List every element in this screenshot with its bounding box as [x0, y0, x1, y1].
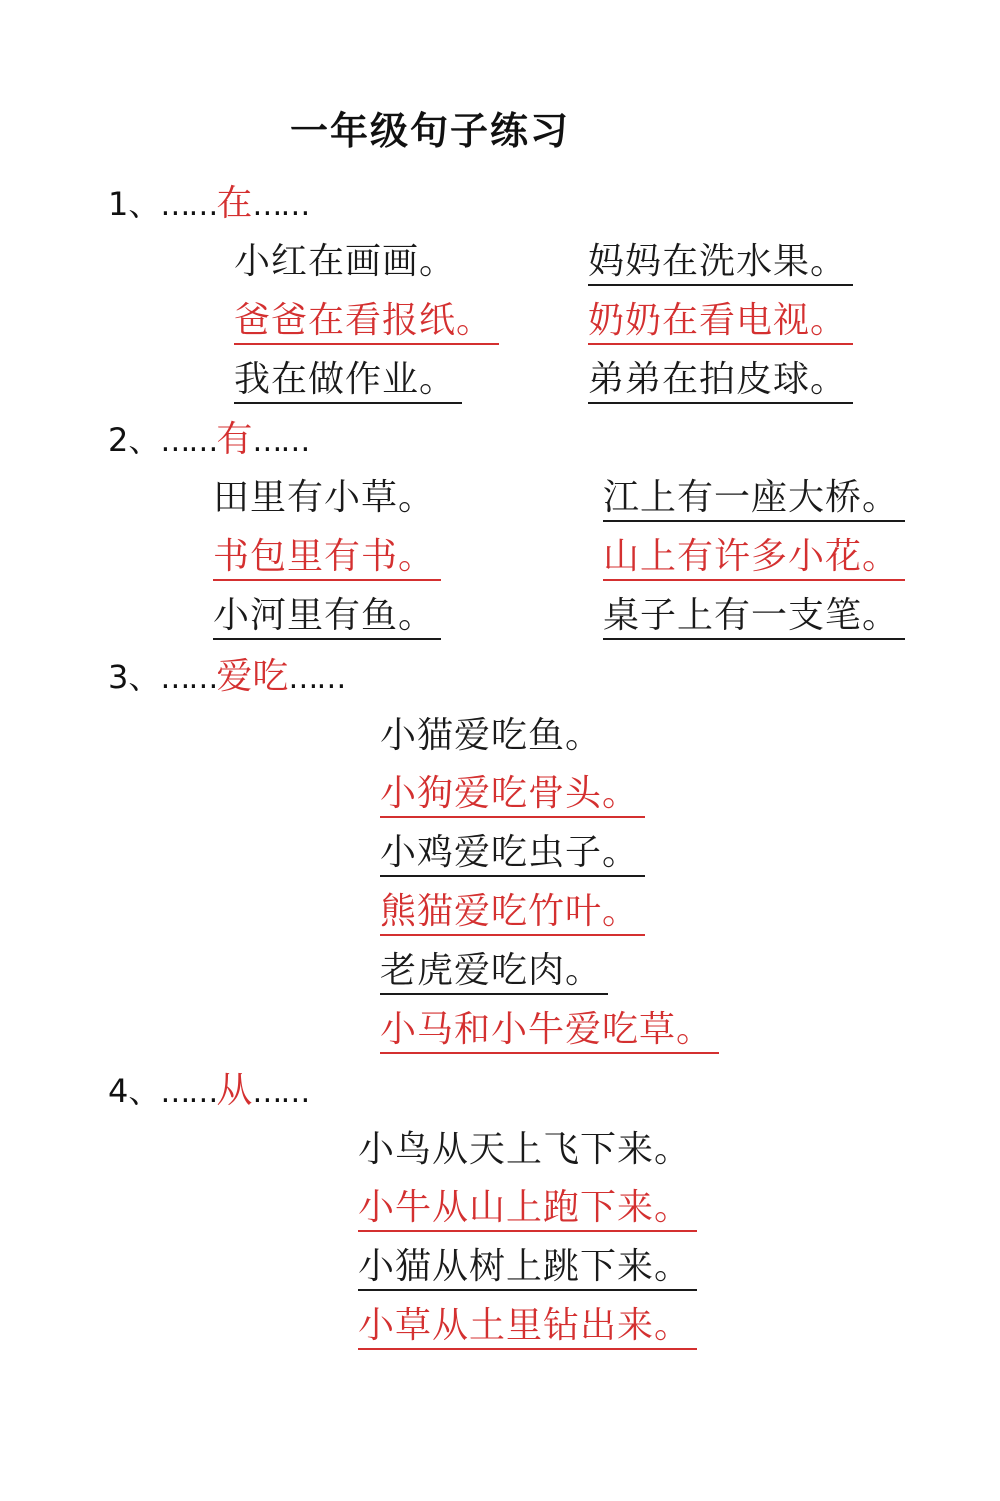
section-3-heading — [108, 655, 344, 701]
sentence: 小猫从树上跳下来。 — [358, 1245, 697, 1291]
section-keyword: 有 — [216, 419, 253, 460]
sentence: 桌子上有一支笔。 — [603, 594, 905, 640]
sentence: 小河里有鱼。 — [213, 594, 441, 640]
ellipsis: …… — [252, 424, 309, 459]
ellipsis: …… — [160, 661, 217, 696]
section-number: 2、 — [108, 421, 161, 459]
sentence: 小草从土里钻出来。 — [358, 1304, 697, 1350]
section-number: 3、 — [108, 658, 161, 696]
section-2-heading — [108, 418, 308, 464]
section-4-heading — [108, 1069, 308, 1115]
sentence: 熊猫爱吃竹叶。 — [380, 890, 645, 936]
sentence: 老虎爱吃肉。 — [380, 949, 608, 995]
section-keyword: 从 — [216, 1070, 253, 1111]
sentence: 小鸟从天上飞下来。 — [358, 1129, 692, 1170]
sentence: 奶奶在看电视。 — [588, 299, 853, 345]
ellipsis: …… — [252, 188, 309, 223]
ellipsis: …… — [288, 661, 345, 696]
section-keyword: 爱吃 — [216, 656, 289, 697]
sentence: 小红在画画。 — [234, 241, 457, 282]
section-number: 1、 — [108, 185, 161, 223]
section-keyword: 在 — [216, 183, 253, 224]
sentence: 小猫爱吃鱼。 — [380, 715, 603, 756]
sentence: 弟弟在拍皮球。 — [588, 358, 853, 404]
ellipsis: …… — [252, 1075, 309, 1110]
sentence: 我在做作业。 — [234, 358, 462, 404]
page-title: 一年级句子练习 — [290, 109, 571, 153]
section-1-heading — [108, 182, 308, 228]
section-number: 4、 — [108, 1072, 161, 1110]
sentence: 小牛从山上跑下来。 — [358, 1186, 697, 1232]
sentence: 妈妈在洗水果。 — [588, 240, 853, 286]
ellipsis: …… — [160, 424, 217, 459]
ellipsis: …… — [160, 188, 217, 223]
sentence: 山上有许多小花。 — [603, 535, 905, 581]
sentence: 江上有一座大桥。 — [603, 476, 905, 522]
sentence: 小马和小牛爱吃草。 — [380, 1008, 719, 1054]
sentence: 爸爸在看报纸。 — [234, 299, 499, 345]
sentence: 田里有小草。 — [213, 477, 436, 518]
sentence: 小狗爱吃骨头。 — [380, 772, 645, 818]
sentence: 小鸡爱吃虫子。 — [380, 831, 645, 877]
ellipsis: …… — [160, 1075, 217, 1110]
sentence: 书包里有书。 — [213, 535, 441, 581]
